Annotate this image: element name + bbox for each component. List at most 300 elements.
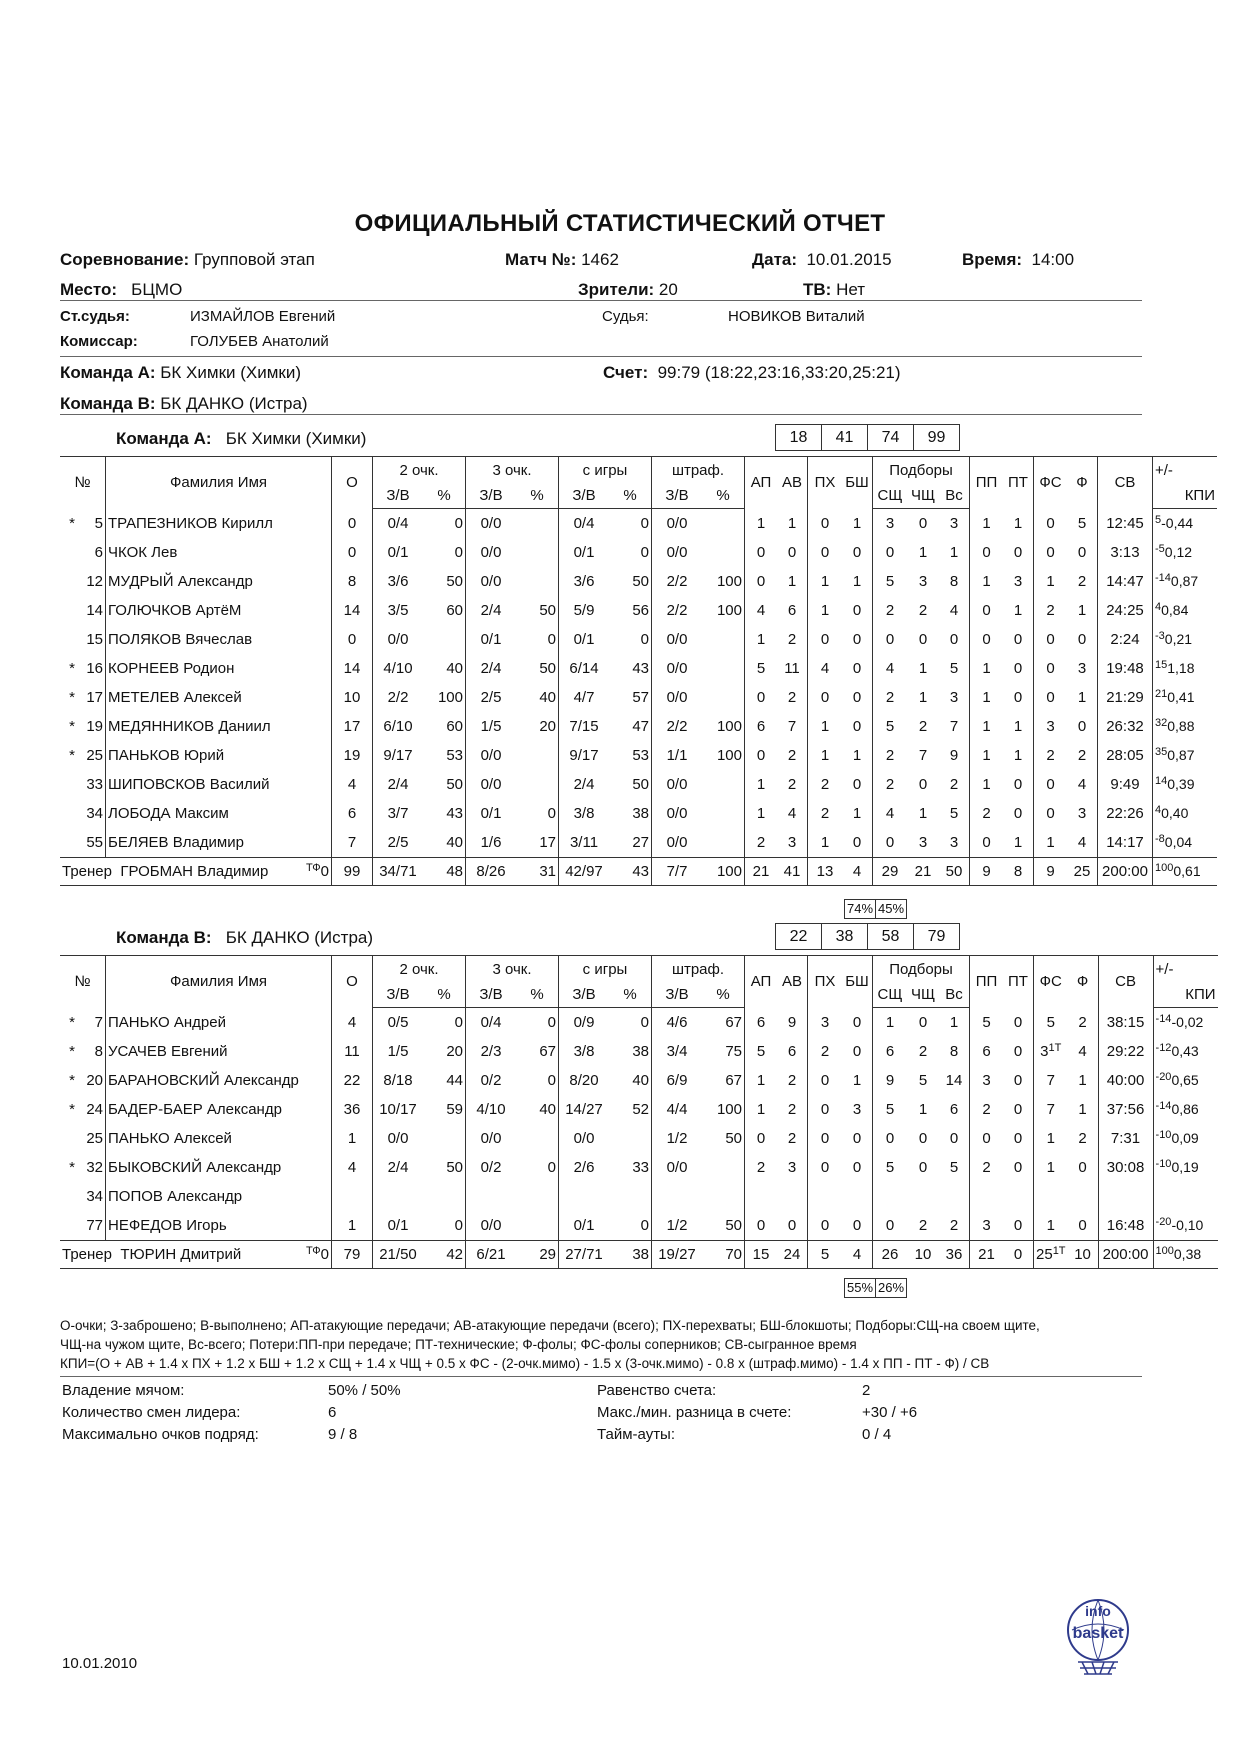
player-number: 8 [84, 1037, 106, 1066]
assists-total: 0 [777, 1211, 808, 1241]
blocks: 4 [842, 1241, 873, 1269]
blocks: 1 [842, 1066, 873, 1095]
quarter-score: 18 [789, 429, 808, 446]
team-a-row [60, 363, 301, 383]
ft-pct [702, 828, 745, 858]
kpi: 0,88 [1167, 718, 1195, 734]
player-name: БЫКОВСКИЙ Александр [106, 1153, 332, 1182]
col-ap: АП [750, 474, 772, 492]
fouls: 0 [1067, 538, 1098, 567]
three-pt-made: 0/0 [480, 544, 502, 561]
steals: 0 [820, 514, 830, 532]
fg-made: 0/1 [573, 631, 595, 648]
spectators-row [578, 280, 678, 300]
def-rebounds: 5 [885, 573, 895, 590]
divider [60, 356, 1142, 357]
starter-mark: * [69, 660, 75, 677]
fg-pct: 38 [609, 1241, 652, 1269]
assists: 21 [745, 858, 778, 886]
team-b-row [60, 394, 308, 414]
three-pt-pct: 29 [516, 1241, 559, 1269]
plus-minus: 4 [1155, 804, 1162, 816]
fg-pct: 47 [609, 712, 652, 741]
fouls-drawn: 7 [1046, 1072, 1055, 1089]
possession-label: Владение мячом: [62, 1382, 185, 1399]
off-rebounds: 1 [918, 544, 928, 561]
fouls-drawn: 0 [1046, 514, 1055, 532]
assists: 0 [756, 544, 766, 561]
ft-made: 1/2 [666, 1130, 688, 1147]
col-three-pct: % [516, 483, 559, 509]
points: 17 [332, 712, 373, 741]
fg-made: 3/11 [569, 834, 599, 851]
two-pt-pct: 48 [423, 858, 466, 886]
fouls-drawn: 0 [1046, 631, 1055, 648]
off-rebounds: 1 [918, 1101, 928, 1118]
table-header-row [60, 956, 1218, 983]
plus-minus-kpi [1153, 567, 1218, 596]
player-number: 34 [84, 799, 106, 828]
table-row [60, 1095, 1218, 1124]
pass-turnovers: 1 [982, 776, 991, 793]
player-number: 25 [84, 741, 106, 770]
assists-total: 2 [777, 1095, 808, 1124]
off-rebounds: 21 [907, 858, 939, 886]
date-value: 10.01.2015 [806, 250, 892, 269]
fouls: 10 [1068, 1241, 1099, 1269]
player-number: 24 [84, 1095, 106, 1124]
col-ft-mv: З/В [652, 483, 703, 509]
player-name: ТРАПЕЗНИКОВ Кирилл [106, 509, 332, 539]
col-pt: ПТ [1003, 457, 1034, 509]
match-row [505, 250, 619, 270]
assists-total: 2 [777, 683, 808, 712]
pass-turnovers: 1 [982, 718, 991, 735]
assists-total: 9 [777, 1008, 808, 1038]
place-row [60, 280, 182, 300]
fouls: 1 [1068, 1066, 1099, 1095]
team-b-heading [116, 928, 373, 948]
table-header-row [60, 457, 1217, 484]
minutes-value: 14:47 [1106, 573, 1144, 590]
assists: 1 [756, 514, 766, 532]
blocks: 1 [842, 509, 873, 539]
time-label: Время: [962, 250, 1023, 269]
two-pt-made: 0/1 [387, 544, 409, 561]
fouls [1068, 1182, 1099, 1211]
summary-right-labels [597, 1380, 791, 1446]
three-pt-made: 0/2 [480, 1072, 502, 1089]
table-row [60, 1066, 1218, 1095]
table-row [60, 1037, 1218, 1066]
tech-turnovers: 8 [1003, 858, 1034, 886]
ft-made: 0/0 [666, 776, 688, 793]
three-pt-made: 2/3 [480, 1043, 502, 1060]
three-pt-pct: 31 [516, 858, 559, 886]
kpi: 0,19 [1171, 1159, 1199, 1175]
def-rebounds: 6 [885, 1043, 895, 1060]
off-rebounds [907, 1182, 939, 1211]
plus-minus: -10 [1155, 1129, 1172, 1141]
assists-total: 1 [777, 509, 808, 539]
minutes [1098, 625, 1153, 654]
fg-made [559, 1182, 610, 1211]
col-pp: ПП [975, 474, 998, 492]
starter-mark [60, 1182, 84, 1211]
kpi: -0,02 [1171, 1014, 1204, 1030]
tech-turnovers: 3 [1003, 567, 1034, 596]
two-pt-pct [423, 625, 466, 654]
steals: 0 [820, 689, 830, 706]
pass-turnovers: 1 [982, 747, 991, 764]
plus-minus-kpi [1153, 509, 1218, 539]
col-pm: +/- [1155, 461, 1173, 479]
off-rebounds: 5 [918, 1072, 928, 1089]
fg-pct: 38 [609, 799, 652, 828]
table-row [60, 654, 1217, 683]
fg-pct: 38 [609, 1037, 652, 1066]
starter-mark [60, 828, 84, 858]
plus-minus: -20 [1155, 1216, 1172, 1228]
player-number: 15 [84, 625, 106, 654]
assists: 0 [756, 1130, 766, 1147]
player-name: МЕТЕЛЕВ Алексей [106, 683, 332, 712]
three-pt-made: 6/21 [466, 1241, 517, 1269]
player-name: НЕФЕДОВ Игорь [106, 1211, 332, 1241]
table-row [60, 1124, 1218, 1153]
quarter-score: 99 [913, 425, 959, 450]
rebound-pct: 45% [875, 900, 906, 918]
team-a-heading-name: БК Химки (Химки) [225, 429, 367, 448]
player-name: УСАЧЕВ Евгений [106, 1037, 332, 1066]
three-pt-pct [516, 770, 559, 799]
fouls: 1 [1068, 1095, 1099, 1124]
kpi: 0,21 [1164, 631, 1193, 647]
assists-total: 2 [777, 741, 808, 770]
score-value: 99:79 (18:22,23:16,33:20,25:21) [657, 363, 901, 382]
assists: 1 [756, 631, 766, 648]
pass-turnovers: 1 [982, 573, 991, 590]
assists: 1 [756, 1101, 766, 1118]
tech-turnovers [1003, 1182, 1034, 1211]
fouls: 0 [1068, 1153, 1099, 1182]
assists-total: 3 [777, 1153, 808, 1182]
col-pts: О [332, 956, 373, 1008]
player-number: 55 [84, 828, 106, 858]
total-rebounds: 0 [939, 1124, 970, 1153]
ft-pct: 100 [702, 596, 745, 625]
legend-line: О-очки; З-заброшено; В-выполнено; АП-атакующие передачи; АВ-атакующие передачи (всего); ПХ-перехваты; БШ-блокшоты; Подборы:СЩ-на своем щите, [60, 1318, 1040, 1333]
blocks: 0 [842, 596, 873, 625]
fouls: 4 [1068, 1037, 1099, 1066]
fouls-drawn: 1 [1046, 1159, 1055, 1176]
three-pt-pct [516, 509, 559, 539]
two-pt-pct: 20 [423, 1037, 466, 1066]
minutes-value: 16:48 [1106, 1217, 1145, 1234]
assists: 0 [756, 689, 766, 706]
tech-turnovers: 0 [1003, 1066, 1034, 1095]
col-fg-pct: % [609, 982, 652, 1008]
max-run-value: 9 / 8 [328, 1426, 358, 1443]
blocks [842, 1182, 873, 1211]
pass-turnovers: 5 [982, 1013, 991, 1031]
pass-turnovers: 2 [982, 1159, 991, 1176]
summary-right-values [862, 1380, 917, 1446]
col-two-pct: % [423, 483, 466, 509]
fouls-drawn: 1 [1046, 573, 1055, 590]
fg-pct: 33 [609, 1153, 652, 1182]
plus-minus-kpi [1153, 1124, 1218, 1153]
fouls-drawn-note: 1Т [1048, 1042, 1062, 1054]
fg-made: 6/14 [569, 660, 599, 677]
ft-made: 0/0 [666, 631, 688, 648]
assists: 6 [756, 718, 766, 735]
leader-changes-value: 6 [328, 1404, 337, 1421]
tech-turnovers: 0 [1003, 1037, 1034, 1066]
points: 6 [332, 799, 373, 828]
plus-minus-kpi [1153, 654, 1218, 683]
fouls-drawn: 3 [1046, 718, 1055, 735]
def-rebounds: 2 [885, 747, 895, 764]
col-reb: Подборы [873, 956, 970, 983]
table-row [60, 1211, 1218, 1241]
kpi: 0,87 [1167, 747, 1195, 763]
col-rvs: Вс [939, 982, 970, 1008]
summary-left-labels [62, 1380, 259, 1446]
three-pt-made: 0/0 [480, 573, 502, 590]
fg-pct: 52 [609, 1095, 652, 1124]
player-name: БАРАНОВСКИЙ Александр [106, 1066, 332, 1095]
player-name: ПОЛЯКОВ Вячеслав [106, 625, 332, 654]
steals: 0 [820, 1072, 830, 1089]
minutes-value: 9:49 [1110, 776, 1140, 793]
steals: 13 [808, 858, 843, 886]
col-fg-pct: % [609, 483, 652, 509]
off-rebounds: 0 [918, 1014, 928, 1031]
blocks: 0 [842, 828, 873, 858]
assists-total: 0 [777, 538, 808, 567]
team-a-rebound-pct [844, 899, 907, 919]
minutes [1098, 567, 1153, 596]
fg-made: 7/15 [569, 718, 599, 735]
max-run-label: Максимально очков подряд: [62, 1426, 259, 1443]
kpi: 0,61 [1173, 863, 1201, 879]
fg-made: 3/8 [573, 1043, 595, 1060]
off-rebounds: 1 [918, 805, 928, 822]
chief-ref-label: Ст.судья: [60, 308, 130, 325]
fg-made: 4/7 [573, 689, 595, 706]
off-rebounds: 1 [918, 660, 928, 677]
minutes [1098, 1095, 1153, 1124]
ft-made: 0/0 [666, 805, 688, 822]
plus-minus-kpi [1153, 1037, 1218, 1066]
player-name: МЕДЯННИКОВ Даниил [106, 712, 332, 741]
two-pt-pct: 43 [423, 799, 466, 828]
team-b-value: БК ДАНКО (Истра) [160, 394, 308, 413]
score-row [603, 363, 901, 383]
col-ph: ПХ [814, 973, 836, 991]
two-pt-made: 0/4 [387, 515, 409, 532]
player-number: 16 [84, 654, 106, 683]
col-ft: штраф. [652, 457, 745, 484]
points: 4 [332, 1153, 373, 1182]
def-rebounds: 1 [885, 1014, 895, 1031]
tech-turnovers: 0 [1003, 1124, 1034, 1153]
diff-value: +30 / +6 [862, 1404, 918, 1421]
plus-minus-kpi [1153, 858, 1218, 886]
competition-label: Соревнование: [60, 250, 190, 269]
starter-mark [60, 538, 84, 567]
team-a-stats-table [60, 456, 1217, 886]
ft-pct [702, 1153, 745, 1182]
two-pt-made [373, 1182, 424, 1211]
infobasket-logo [1064, 1590, 1132, 1680]
col-fs: ФС [1039, 474, 1062, 492]
three-pt-made: 0/0 [480, 747, 502, 764]
two-pt-pct: 40 [423, 654, 466, 683]
trainer-row [60, 1241, 1218, 1269]
blocks: 0 [842, 625, 873, 654]
assists: 4 [756, 602, 766, 619]
fg-made: 5/9 [573, 602, 595, 619]
fouls: 2 [1067, 567, 1098, 596]
minutes-value: 40:00 [1106, 1072, 1145, 1089]
steals: 1 [820, 602, 830, 619]
steals: 0 [820, 1130, 830, 1147]
col-rch: ЧЩ [907, 982, 939, 1008]
minutes [1098, 828, 1153, 858]
player-name: ЧКОК Лев [106, 538, 332, 567]
kpi: 0,39 [1167, 776, 1195, 792]
minutes [1098, 596, 1153, 625]
trainer-name: ТЮРИН Дмитрий [120, 1246, 242, 1263]
ft-made: 1/1 [666, 747, 688, 764]
ft-made: 2/2 [666, 718, 688, 735]
points: 19 [332, 741, 373, 770]
starter-mark: * [69, 514, 75, 532]
minutes [1098, 538, 1153, 567]
quarter-score: 38 [821, 924, 867, 949]
minutes-value: 26:32 [1106, 718, 1144, 735]
summary-left-values [328, 1380, 401, 1446]
two-pt-pct: 0 [423, 1008, 466, 1038]
points: 1 [332, 1124, 373, 1153]
starter-mark: * [69, 718, 75, 735]
ft-pct: 100 [702, 858, 745, 886]
off-rebounds: 3 [918, 573, 928, 590]
tech-turnovers: 0 [1003, 683, 1034, 712]
fouls-drawn: 5 [1046, 1013, 1055, 1031]
team-a-label: Команда А: [60, 363, 156, 382]
player-number: 12 [84, 567, 106, 596]
player-name: ПАНЬКОВ Юрий [106, 741, 332, 770]
quarter-score: 41 [821, 425, 867, 450]
col-pm: +/- [1155, 960, 1174, 978]
player-name: БАДЕР-БАЕР Александр [106, 1095, 332, 1124]
player-number: 19 [84, 712, 106, 741]
spectators-label: Зрители: [578, 280, 655, 299]
three-pt-made: 1/5 [480, 718, 502, 735]
off-rebounds: 7 [918, 747, 928, 764]
fouls-drawn: 0 [1046, 660, 1055, 677]
off-rebounds: 0 [918, 631, 928, 648]
two-pt-pct: 0 [423, 509, 466, 539]
col-ft: штраф. [652, 956, 745, 983]
blocks: 1 [842, 799, 873, 828]
three-pt-pct: 0 [516, 799, 559, 828]
three-pt-pct: 50 [516, 596, 559, 625]
assists-total: 1 [777, 567, 808, 596]
points: 4 [332, 1008, 373, 1038]
off-rebounds: 2 [918, 602, 928, 619]
col-bsh: БШ [842, 457, 873, 509]
tech-turnovers: 0 [1003, 770, 1034, 799]
plus-minus: 21 [1155, 688, 1168, 700]
blocks: 0 [842, 1124, 873, 1153]
three-pt-made: 0/1 [480, 805, 502, 822]
two-pt-made: 3/6 [387, 573, 409, 590]
fouls-drawn: 9 [1034, 858, 1068, 886]
fg-made: 8/20 [569, 1072, 599, 1089]
col-ph: ПХ [814, 474, 836, 492]
col-pt: ПТ [1003, 956, 1034, 1008]
blocks: 1 [842, 567, 873, 596]
steals: 1 [820, 747, 830, 764]
three-pt-made: 2/4 [480, 660, 502, 677]
steals: 1 [820, 718, 830, 735]
col-no: № [60, 956, 106, 1008]
tech-turnovers: 0 [1003, 625, 1034, 654]
assists-total: 6 [777, 596, 808, 625]
three-pt-pct [516, 1182, 559, 1211]
plus-minus: -5 [1155, 543, 1165, 555]
total-rebounds: 0 [939, 625, 970, 654]
table-row [60, 509, 1217, 539]
three-pt-pct: 0 [516, 625, 559, 654]
kpi: -0,44 [1161, 515, 1194, 531]
plus-minus-kpi [1153, 1153, 1218, 1182]
team-b-heading-label: Команда В: [116, 928, 212, 947]
col-rch: ЧЩ [907, 483, 939, 509]
col-rvs: Вс [939, 483, 970, 509]
three-pt-made: 0/4 [480, 1014, 502, 1031]
two-pt-pct: 0 [423, 1211, 466, 1241]
steals: 2 [820, 776, 830, 793]
plus-minus: -12 [1155, 1042, 1172, 1054]
ties-label: Равенство счета: [597, 1382, 717, 1399]
fouls: 0 [1067, 625, 1098, 654]
three-pt-pct: 20 [516, 712, 559, 741]
blocks: 4 [842, 858, 873, 886]
plus-minus-kpi [1153, 770, 1218, 799]
total-rebounds: 2 [939, 1211, 970, 1241]
ft-made: 0/0 [666, 660, 688, 677]
points: 14 [332, 654, 373, 683]
two-pt-pct: 40 [423, 828, 466, 858]
total-rebounds: 1 [939, 538, 970, 567]
fg-pct: 50 [609, 567, 652, 596]
team-b-quarter-scores [775, 923, 960, 950]
fg-pct: 43 [609, 654, 652, 683]
assists: 2 [756, 1159, 766, 1176]
assists-total: 41 [777, 858, 808, 886]
minutes-value: 29:22 [1106, 1043, 1145, 1060]
off-rebounds: 10 [907, 1241, 939, 1269]
pass-turnovers: 21 [970, 1241, 1004, 1269]
plus-minus-kpi [1153, 1182, 1218, 1211]
plus-minus: 5 [1155, 514, 1162, 526]
pass-turnovers: 3 [982, 1072, 991, 1089]
